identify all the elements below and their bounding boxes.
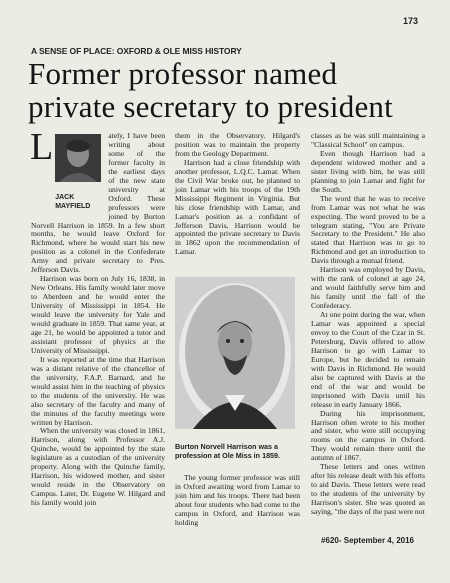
paragraph: When the university was closed in 1861, Harrison, along with Professor A.J. Quinche, would be appointed by the state legislature as a custodian of the university property. Along with the Quinche family, Harrison, his widowed mother, and sister would reside in the Observatory on Campus. Later, Dr. Eugene W. Hilgard and his family would join (31, 426, 165, 508)
article-column-3 (311, 132, 425, 517)
headline: Former professor named private secretary to president (28, 56, 393, 124)
photo-caption: Burton Norvell Harrison was a profession at Ole Miss in 1859. (175, 442, 281, 460)
article-column-1 (30, 126, 165, 508)
drop-cap: L (30, 126, 54, 168)
issue-footer: #620- September 4, 2016 (321, 536, 414, 545)
author-photo (55, 134, 101, 182)
paragraph: At one point during the war, when Lamar was appointed a special envoy to the Court of the Czar in St. Petersburg, Davis offered to allow Harrison to go with Lamar to Europe, but he decided to remain with Davis in Richmond. He would also be captured with Davis at the end of the war and would be imprisoned with Davis until his release in early January 1866. (311, 310, 425, 409)
section-label: A SENSE OF PLACE: OXFORD & OLE MISS HISTORY (31, 46, 242, 56)
harrison-portrait (175, 277, 295, 429)
paragraph: The word that he was to receive from Lamar was not what he was expecting. The word proved to be a telegram stating, "You are Private Secretary to the President." He also stated that Harrison was to go to Richmond and get an introduction to Davis through a mutual friend. (311, 193, 425, 266)
paragraph: These letters and ones written after his release dealt with his efforts to aid Davis. These letters were read to the students of the university by Harrison's sister. She was quoted as saying, "the days of the past were not (311, 462, 425, 517)
paragraph: Even though Harrison had a dependent widowed mother and a sister living with him, he was still planning to join Lamar and fight for the South. (311, 148, 425, 194)
paragraph: them in the Observatory. Hilgard's position was to maintain the property from the Geology Department. (175, 131, 300, 158)
paragraph: classes as he was still maintaining a "Classical School" on campus. (311, 131, 425, 149)
page-number: 173 (402, 16, 418, 26)
paragraph: Harrison was born on July 16, 1838, in New Orleans. His family would later move to Aberdeen and he would enter the University of Mississippi in 1854. He would leave the university for Yale and would graduate in 1859. That same year, at age 21, he would be appointed a tutor and assistant professor of physics at the University of Mississippi. (31, 274, 165, 355)
paragraph: It was reported at the time that Harrison was a distant relative of the chancellor of the university, F.A.P. Barnard, and he would assist him in the teaching of physics to the students of the university. He was also secretary of the faculty and many of the minutes of the faculty meetings were written by Harrison. (31, 354, 165, 427)
paragraph: Harrison had a close friendship with another professor, L.Q.C. Lamar. When the Civil War broke out, he planned to join Lamar with his troops of the 19th Mississippi Regiment in Virginia. But his close friendship with Lamar, and Lamar's position as a confidant of Jefferson Davis, Harrison would be appointed the private secretary to Davis in 1862 upon the recommendation of Lamar. (175, 157, 300, 257)
paragraph: During his imprisonment, Harrison often wrote to his mother and sister, who were still occupying rooms on the campus in Oxford. They would remain there until the autumn of 1867. (311, 408, 425, 463)
paragraph-text: ately, I have been writing about some of the former faculty in the earliest days of the new state university at Oxford. These professors were joined by Burton Norvell Harrison in 1859. In a few short months, he would leave Oxford for Richmond, where he would start his new position as a colonel in the Confederate Army and private secretary to Pres. Jefferson Davis. (31, 131, 165, 275)
inset-block (55, 134, 103, 211)
article-column-2 (175, 132, 300, 528)
author-caption: JACK MAYFIELD (55, 194, 91, 210)
paragraph: The young former professor was still in Oxford awaiting word from Lamar to join him and his troops. There had been about four students who had come to the campus in Oxford, and Harrison was holding (175, 473, 300, 528)
paragraph (30, 126, 165, 275)
paragraph: Harrison was employed by Davis, with the rank of colonel at age 24, and would faithfully serve him and his family until the fall of the Confederacy. (311, 265, 425, 311)
